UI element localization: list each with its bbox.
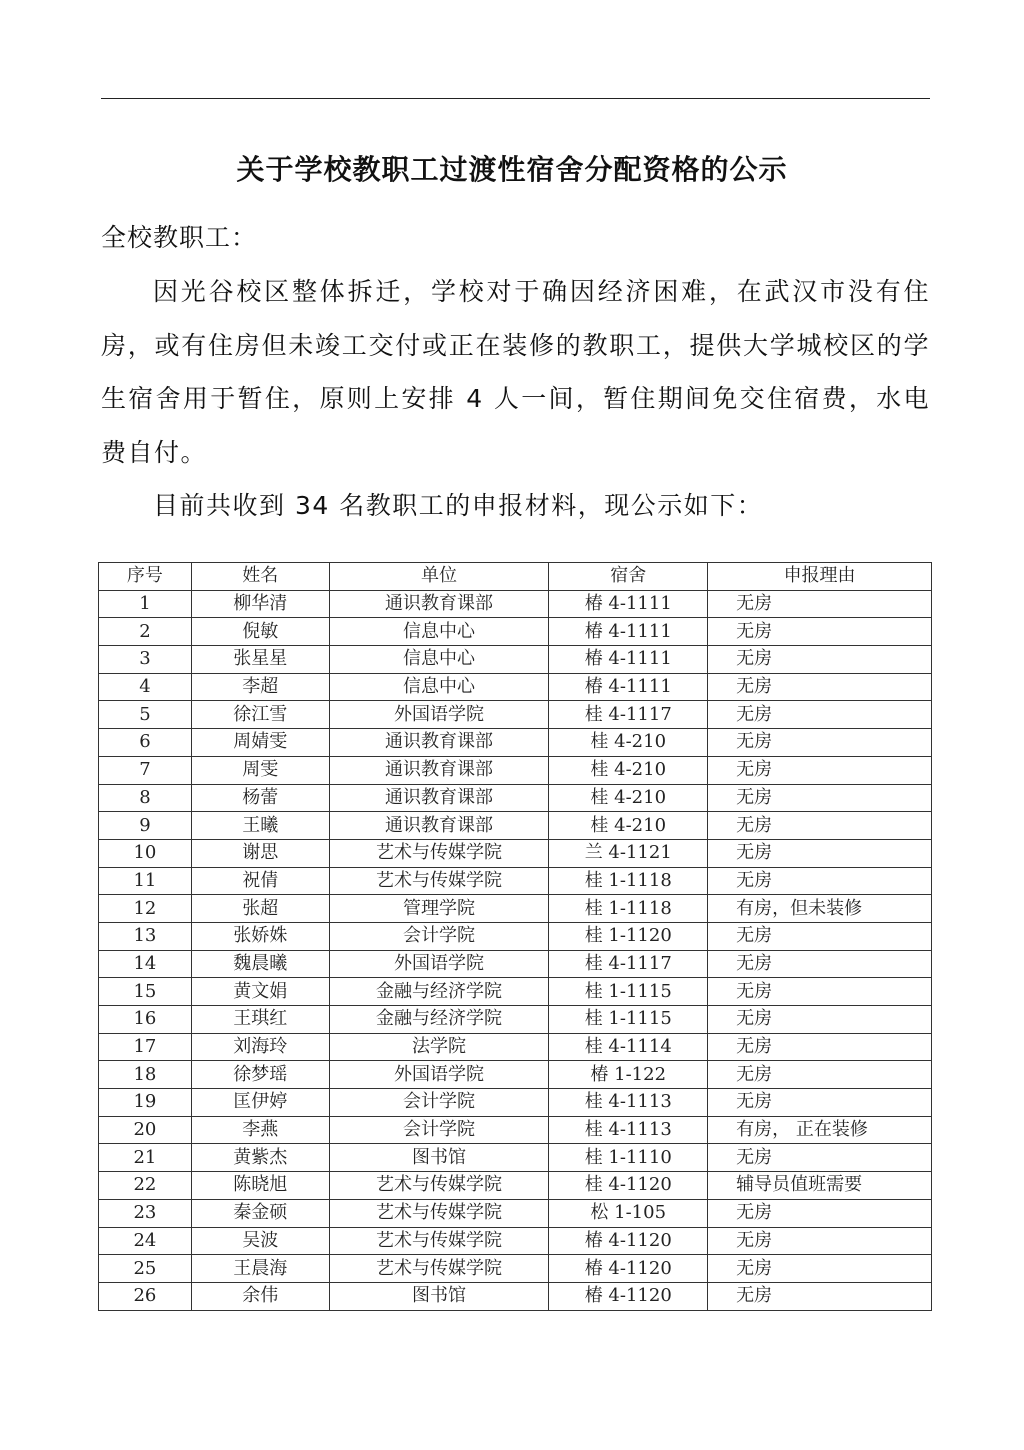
cell-reason: 无房	[708, 1033, 932, 1061]
cell-reason: 无房	[708, 1006, 932, 1034]
cell-unit: 图书馆	[329, 1144, 549, 1172]
table-row	[99, 922, 932, 950]
table-row	[99, 673, 932, 701]
cell-unit: 艺术与传媒学院	[329, 867, 549, 895]
cell-unit: 通识教育课部	[329, 756, 549, 784]
cell-name: 匡伊婷	[191, 1089, 329, 1117]
cell-index: 6	[99, 729, 192, 757]
cell-unit: 会计学院	[329, 1089, 549, 1117]
cell-unit: 金融与经济学院	[329, 1006, 549, 1034]
cell-reason: 有房， 正在装修	[708, 1116, 932, 1144]
cell-dorm: 桂 4-1114	[549, 1033, 708, 1061]
cell-dorm: 松 1-105	[549, 1199, 708, 1227]
cell-reason: 无房	[708, 1227, 932, 1255]
cell-unit: 艺术与传媒学院	[329, 1255, 549, 1283]
table-row	[99, 729, 932, 757]
table-row	[99, 1061, 932, 1089]
cell-name: 黄紫杰	[191, 1144, 329, 1172]
cell-name: 余伟	[191, 1282, 329, 1310]
cell-name: 谢思	[191, 839, 329, 867]
table-header-row	[99, 563, 932, 591]
cell-reason: 辅导员值班需要	[708, 1172, 932, 1200]
cell-index: 26	[99, 1282, 192, 1310]
table-row	[99, 950, 932, 978]
header-rule	[101, 98, 930, 99]
header-dorm: 宿舍	[549, 563, 708, 591]
cell-index: 25	[99, 1255, 192, 1283]
cell-index: 7	[99, 756, 192, 784]
cell-dorm: 椿 4-1120	[549, 1282, 708, 1310]
cell-reason: 无房	[708, 978, 932, 1006]
cell-index: 10	[99, 839, 192, 867]
cell-index: 18	[99, 1061, 192, 1089]
table-body	[99, 590, 932, 1310]
cell-name: 徐江雪	[191, 701, 329, 729]
cell-dorm: 桂 4-210	[549, 729, 708, 757]
cell-dorm: 桂 1-1120	[549, 922, 708, 950]
header-index: 序号	[99, 563, 192, 591]
cell-name: 魏晨曦	[191, 950, 329, 978]
cell-unit: 信息中心	[329, 646, 549, 674]
cell-index: 2	[99, 618, 192, 646]
cell-dorm: 椿 1-122	[549, 1061, 708, 1089]
summary-paragraph: 目前共收到 34 名教职工的申报材料，现公示如下：	[153, 491, 764, 520]
table-row	[99, 812, 932, 840]
cell-index: 12	[99, 895, 192, 923]
cell-name: 李燕	[191, 1116, 329, 1144]
table-row	[99, 978, 932, 1006]
page-title: 关于学校教职工过渡性宿舍分配资格的公示	[236, 153, 788, 186]
table-row	[99, 646, 932, 674]
cell-reason: 无房	[708, 1282, 932, 1310]
cell-index: 21	[99, 1144, 192, 1172]
cell-index: 1	[99, 590, 192, 618]
cell-reason: 无房	[708, 673, 932, 701]
cell-reason: 无房	[708, 1089, 932, 1117]
cell-reason: 有房，但未装修	[708, 895, 932, 923]
salutation: 全校教职工：	[101, 223, 258, 252]
cell-reason: 无房	[708, 867, 932, 895]
cell-name: 李超	[191, 673, 329, 701]
cell-unit: 会计学院	[329, 1116, 549, 1144]
cell-unit: 图书馆	[329, 1282, 549, 1310]
cell-dorm: 桂 1-1118	[549, 895, 708, 923]
cell-dorm: 桂 4-1113	[549, 1116, 708, 1144]
cell-dorm: 兰 4-1121	[549, 839, 708, 867]
table-row	[99, 1282, 932, 1310]
cell-dorm: 桂 4-1120	[549, 1172, 708, 1200]
cell-name: 祝倩	[191, 867, 329, 895]
cell-unit: 通识教育课部	[329, 812, 549, 840]
cell-dorm: 桂 4-210	[549, 812, 708, 840]
cell-unit: 金融与经济学院	[329, 978, 549, 1006]
cell-index: 13	[99, 922, 192, 950]
cell-unit: 信息中心	[329, 673, 549, 701]
cell-reason: 无房	[708, 1255, 932, 1283]
cell-index: 17	[99, 1033, 192, 1061]
cell-index: 11	[99, 867, 192, 895]
cell-name: 张超	[191, 895, 329, 923]
table-row	[99, 1255, 932, 1283]
cell-unit: 外国语学院	[329, 701, 549, 729]
cell-reason: 无房	[708, 646, 932, 674]
table-row	[99, 1199, 932, 1227]
cell-reason: 无房	[708, 784, 932, 812]
cell-index: 8	[99, 784, 192, 812]
table-row	[99, 839, 932, 867]
cell-name: 王琪红	[191, 1006, 329, 1034]
cell-index: 23	[99, 1199, 192, 1227]
cell-reason: 无房	[708, 729, 932, 757]
cell-name: 周婧雯	[191, 729, 329, 757]
cell-dorm: 桂 4-210	[549, 756, 708, 784]
cell-reason: 无房	[708, 922, 932, 950]
cell-unit: 法学院	[329, 1033, 549, 1061]
cell-name: 柳华清	[191, 590, 329, 618]
cell-dorm: 椿 4-1111	[549, 673, 708, 701]
table-row	[99, 618, 932, 646]
intro-paragraph: 因光谷校区整体拆迁，学校对于确因经济困难，在武汉市没有住房，或有住房但未竣工交付或正在装修的教职工，提供大学城校区的学生宿舍用于暂住，原则上安排 4 人一间，暂住期间免交住宿费，水电费自付。	[101, 277, 930, 467]
cell-name: 秦金硕	[191, 1199, 329, 1227]
cell-index: 15	[99, 978, 192, 1006]
cell-dorm: 桂 4-1117	[549, 701, 708, 729]
cell-reason: 无房	[708, 1144, 932, 1172]
cell-index: 14	[99, 950, 192, 978]
table-row	[99, 784, 932, 812]
cell-reason: 无房	[708, 950, 932, 978]
cell-name: 徐梦瑶	[191, 1061, 329, 1089]
cell-name: 陈晓旭	[191, 1172, 329, 1200]
cell-reason: 无房	[708, 756, 932, 784]
cell-reason: 无房	[708, 590, 932, 618]
cell-unit: 管理学院	[329, 895, 549, 923]
cell-unit: 艺术与传媒学院	[329, 839, 549, 867]
table-row	[99, 895, 932, 923]
cell-name: 张娇姝	[191, 922, 329, 950]
cell-name: 张星星	[191, 646, 329, 674]
cell-dorm: 桂 1-1110	[549, 1144, 708, 1172]
cell-dorm: 桂 4-1117	[549, 950, 708, 978]
cell-dorm: 桂 4-1113	[549, 1089, 708, 1117]
cell-dorm: 桂 1-1115	[549, 1006, 708, 1034]
cell-unit: 艺术与传媒学院	[329, 1227, 549, 1255]
table-row	[99, 1089, 932, 1117]
cell-dorm: 桂 4-210	[549, 784, 708, 812]
table-row	[99, 1116, 932, 1144]
cell-index: 24	[99, 1227, 192, 1255]
cell-name: 王晨海	[191, 1255, 329, 1283]
cell-unit: 外国语学院	[329, 950, 549, 978]
cell-name: 吴波	[191, 1227, 329, 1255]
table-row	[99, 1006, 932, 1034]
header-unit: 单位	[329, 563, 549, 591]
cell-reason: 无房	[708, 812, 932, 840]
table-row	[99, 1144, 932, 1172]
applicant-table	[98, 562, 932, 1311]
table-row	[99, 1033, 932, 1061]
cell-index: 20	[99, 1116, 192, 1144]
cell-dorm: 椿 4-1120	[549, 1227, 708, 1255]
cell-index: 16	[99, 1006, 192, 1034]
cell-unit: 会计学院	[329, 922, 549, 950]
table-row	[99, 1227, 932, 1255]
cell-reason: 无房	[708, 1199, 932, 1227]
cell-index: 4	[99, 673, 192, 701]
cell-index: 5	[99, 701, 192, 729]
cell-name: 杨蕾	[191, 784, 329, 812]
cell-name: 周雯	[191, 756, 329, 784]
cell-unit: 艺术与传媒学院	[329, 1199, 549, 1227]
cell-unit: 外国语学院	[329, 1061, 549, 1089]
table-row	[99, 590, 932, 618]
cell-reason: 无房	[708, 701, 932, 729]
cell-reason: 无房	[708, 839, 932, 867]
cell-unit: 通识教育课部	[329, 784, 549, 812]
cell-reason: 无房	[708, 618, 932, 646]
cell-dorm: 椿 4-1111	[549, 590, 708, 618]
header-name: 姓名	[191, 563, 329, 591]
cell-dorm: 桂 1-1115	[549, 978, 708, 1006]
cell-unit: 通识教育课部	[329, 590, 549, 618]
table-row	[99, 756, 932, 784]
cell-name: 王曦	[191, 812, 329, 840]
table-row	[99, 701, 932, 729]
cell-dorm: 椿 4-1111	[549, 646, 708, 674]
cell-index: 9	[99, 812, 192, 840]
cell-dorm: 桂 1-1118	[549, 867, 708, 895]
cell-unit: 艺术与传媒学院	[329, 1172, 549, 1200]
cell-name: 倪敏	[191, 618, 329, 646]
cell-dorm: 椿 4-1120	[549, 1255, 708, 1283]
cell-unit: 通识教育课部	[329, 729, 549, 757]
cell-index: 22	[99, 1172, 192, 1200]
cell-name: 黄文娟	[191, 978, 329, 1006]
cell-dorm: 椿 4-1111	[549, 618, 708, 646]
cell-index: 19	[99, 1089, 192, 1117]
table-row	[99, 1172, 932, 1200]
cell-reason: 无房	[708, 1061, 932, 1089]
cell-unit: 信息中心	[329, 618, 549, 646]
cell-index: 3	[99, 646, 192, 674]
table-row	[99, 867, 932, 895]
header-reason: 申报理由	[708, 563, 932, 591]
cell-name: 刘海玲	[191, 1033, 329, 1061]
